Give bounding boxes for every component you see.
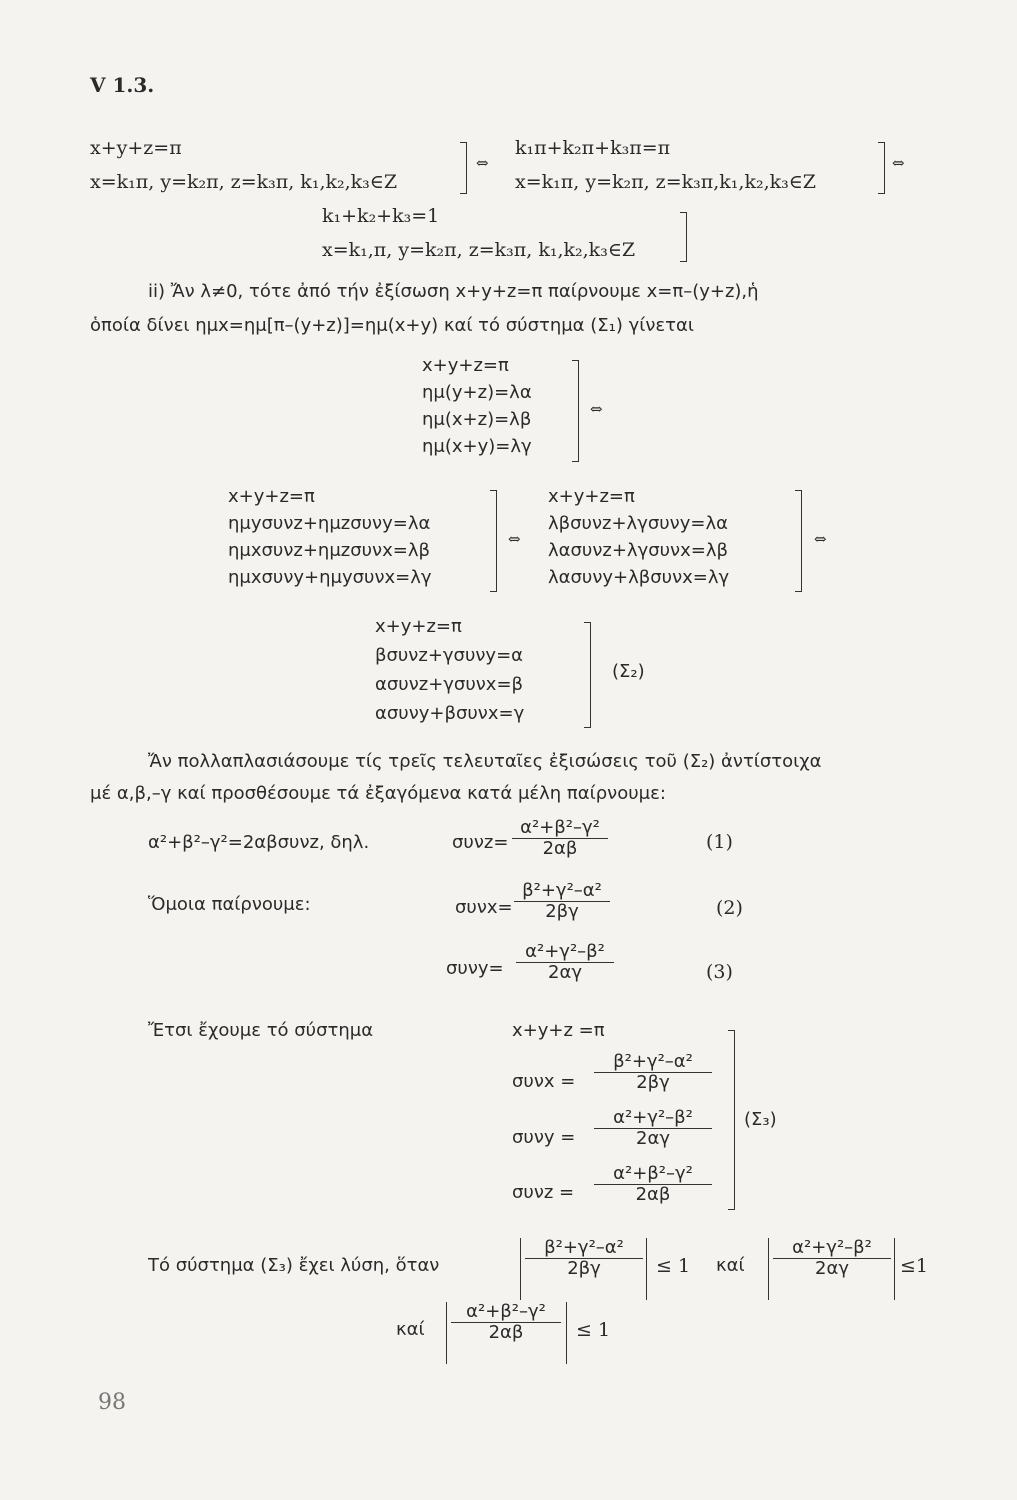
system-label-sigma2: (Σ₂) xyxy=(612,661,645,682)
cond-le-2: ≤1 xyxy=(900,1255,929,1277)
cond-fraction-1-denominator: 2βγ xyxy=(567,1257,601,1279)
eq3-fraction xyxy=(516,942,614,983)
brace xyxy=(680,212,687,262)
block1-middle-line2: x=k₁π, y=k₂π, z=k₃π,k₁,k₂,k₃∈Z xyxy=(515,171,817,193)
sys1-line3: ημ(x+z)=λβ xyxy=(422,409,532,430)
sys4-y-denominator: 2αγ xyxy=(636,1127,670,1149)
cond-fraction-3-numerator: α²+β²–γ² xyxy=(451,1302,561,1323)
eq3-var: συνy= xyxy=(446,958,504,979)
brace xyxy=(728,1030,735,1210)
sys1-line1: x+y+z=π xyxy=(422,355,509,376)
cond-le-1: ≤ 1 xyxy=(656,1255,691,1277)
brace xyxy=(460,142,467,194)
sys4-z-fraction xyxy=(594,1164,712,1205)
eq2-denominator: 2βγ xyxy=(545,900,579,922)
sys4-line1: x+y+z =π xyxy=(512,1020,605,1041)
equivalence-arrow: ⇔ xyxy=(476,154,489,172)
eq3-tag: (3) xyxy=(706,961,733,983)
cond-le-3: ≤ 1 xyxy=(576,1319,611,1341)
abs-bar xyxy=(520,1238,521,1300)
sys2-left-line4: ημxσυνy+ημyσυνx=λγ xyxy=(228,567,432,588)
equivalence-arrow: ⇔ xyxy=(814,530,827,548)
eq2-numerator: β²+γ²–α² xyxy=(514,881,610,902)
sys1-line2: ημ(y+z)=λα xyxy=(422,382,532,403)
sys4-intro: Ἔτσι ἔχουμε τό σύστημα xyxy=(148,1020,374,1041)
sys4-y-var: συνy = xyxy=(512,1127,576,1148)
brace xyxy=(490,490,497,592)
sys2-left-line2: ημyσυνz+ημzσυνy=λα xyxy=(228,513,431,534)
eq2-fraction xyxy=(514,881,610,922)
eq2-tag: (2) xyxy=(716,897,743,919)
sys2-right-line2: λβσυνz+λγσυνy=λα xyxy=(548,513,728,534)
sys4-z-denominator: 2αβ xyxy=(635,1183,671,1205)
sys3-line2: βσυνz+γσυνy=α xyxy=(375,645,524,666)
cond-fraction-1-numerator: β²+γ²–α² xyxy=(525,1238,643,1259)
eq1-lhs: α²+β²–γ²=2αβσυνz, δηλ. xyxy=(148,832,370,853)
abs-bar xyxy=(646,1238,647,1300)
sys4-x-numerator: β²+γ²–α² xyxy=(594,1052,712,1073)
abs-bar xyxy=(566,1302,567,1364)
sys4-z-numerator: α²+β²–γ² xyxy=(594,1164,712,1185)
cond-fraction-1 xyxy=(525,1238,643,1279)
brace xyxy=(572,360,579,462)
cond-fraction-3-denominator: 2αβ xyxy=(488,1321,524,1343)
equivalence-arrow: ⇔ xyxy=(508,530,521,548)
sys3-line1: x+y+z=π xyxy=(375,616,462,637)
sys4-x-fraction xyxy=(594,1052,712,1093)
block1-middle-line1: k₁π+k₂π+k₃π=π xyxy=(515,137,671,159)
sys2-right-line3: λασυνz+λγσυνx=λβ xyxy=(548,540,728,561)
cond-fraction-2-denominator: 2αγ xyxy=(815,1257,849,1279)
sys4-y-fraction xyxy=(594,1108,712,1149)
cond-fraction-2-numerator: α²+γ²–β² xyxy=(773,1238,891,1259)
sys2-left-line1: x+y+z=π xyxy=(228,486,315,507)
sys2-left-line3: ημxσυνz+ημzσυνx=λβ xyxy=(228,540,430,561)
eq3-numerator: α²+γ²–β² xyxy=(516,942,614,963)
equivalence-arrow: ⇔ xyxy=(590,400,603,418)
sys4-y-numerator: α²+γ²–β² xyxy=(594,1108,712,1129)
block1-bottom-line1: k₁+k₂+k₃=1 xyxy=(322,205,440,227)
paragraph-ii-line2: ὁποία δίνει ημx=ημ[π–(y+z)]=ημ(x+y) καί τό σύστημα (Σ₁) γίνεται xyxy=(90,315,694,336)
abs-bar xyxy=(894,1238,895,1300)
section-heading: V 1.3. xyxy=(90,73,155,97)
brace xyxy=(584,622,591,728)
sys2-right-line1: x+y+z=π xyxy=(548,486,635,507)
sys4-x-denominator: 2βγ xyxy=(636,1071,670,1093)
cond-fraction-2 xyxy=(773,1238,891,1279)
cond-and-1: καί xyxy=(716,1255,745,1276)
brace xyxy=(878,142,885,194)
eq3-denominator: 2αγ xyxy=(548,961,582,983)
cond-fraction-3 xyxy=(451,1302,561,1343)
sys3-line4: ασυνy+βσυνx=γ xyxy=(375,703,525,724)
eq2-intro: Ὅμοια παίρνουμε: xyxy=(148,894,311,915)
cond-and-2: καί xyxy=(396,1319,425,1340)
equivalence-arrow: ⇔ xyxy=(892,154,905,172)
abs-bar xyxy=(768,1238,769,1300)
sys4-z-var: συνz = xyxy=(512,1182,575,1203)
page-number: 98 xyxy=(98,1390,126,1415)
eq1-tag: (1) xyxy=(706,831,733,853)
eq2-var: συνx= xyxy=(455,897,513,918)
sys4-x-var: συνx = xyxy=(512,1071,576,1092)
system-label-sigma3: (Σ₃) xyxy=(744,1109,777,1130)
block1-bottom-line2: x=k₁,π, y=k₂π, z=k₃π, k₁,k₂,k₃∈Z xyxy=(322,239,636,261)
sys2-right-line4: λασυνy+λβσυνx=λγ xyxy=(548,567,730,588)
block1-line2: x=k₁π, y=k₂π, z=k₃π, k₁,k₂,k₃∈Z xyxy=(90,171,398,193)
eq1-var: συνz= xyxy=(452,832,509,853)
conditions-intro: Τό σύστημα (Σ₃) ἔχει λύση, ὅταν xyxy=(148,1255,440,1276)
paragraph-multiply-line1: Ἄν πολλαπλασιάσουμε τίς τρεῖς τελευταῖες ἐξισώσεις τοῦ (Σ₂) ἀντίστοιχα xyxy=(148,751,822,772)
sys3-line3: ασυνz+γσυνx=β xyxy=(375,674,524,695)
paragraph-multiply-line2: μέ α,β,–γ καί προσθέσουμε τά ἐξαγόμενα κατά μέλη παίρνουμε: xyxy=(90,783,666,804)
eq1-numerator: α²+β²–γ² xyxy=(512,818,608,839)
brace xyxy=(795,490,802,592)
sys1-line4: ημ(x+y)=λγ xyxy=(422,436,532,457)
paragraph-ii-line1: ii) Ἄν λ≠0, τότε ἀπό τήν ἐξίσωση x+y+z=π παίρνουμε x=π–(y+z),ἡ xyxy=(148,281,759,302)
abs-bar xyxy=(446,1302,447,1364)
block1-line1: x+y+z=π xyxy=(90,137,182,159)
eq1-denominator: 2αβ xyxy=(542,837,578,859)
eq1-fraction xyxy=(512,818,608,859)
